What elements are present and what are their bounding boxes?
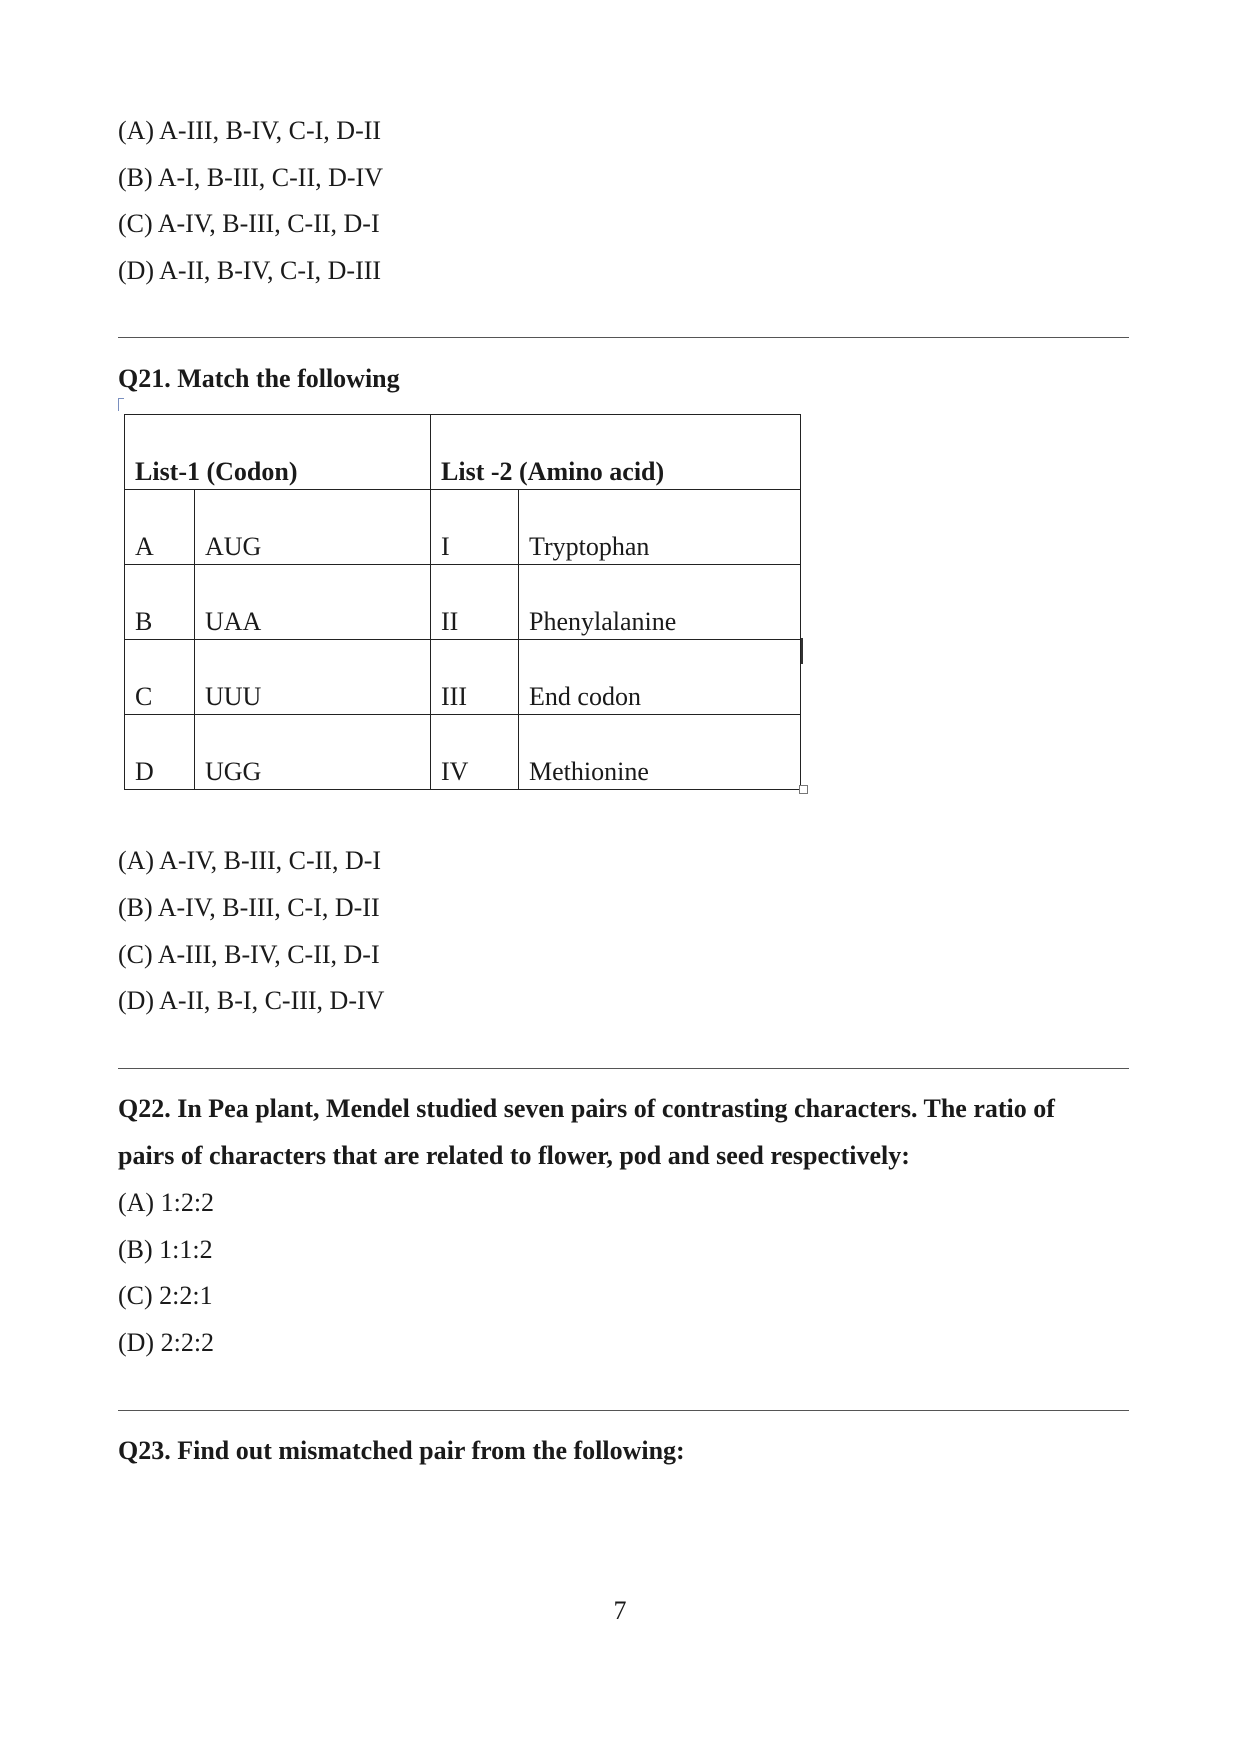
row-numeral: I bbox=[431, 490, 519, 565]
page-number: 7 bbox=[613, 1596, 627, 1625]
amino-acid-cell: Tryptophan bbox=[519, 490, 801, 565]
q22-option-c: (C) 2:2:1 bbox=[118, 1281, 213, 1310]
codon-match-table bbox=[124, 414, 801, 790]
q22-option-b: (B) 1:1:2 bbox=[118, 1235, 213, 1264]
q21-option-d: (D) A-II, B-I, C-III, D-IV bbox=[118, 986, 385, 1015]
table-corner-handle[interactable] bbox=[799, 785, 808, 794]
row-letter: C bbox=[125, 640, 195, 715]
codon-cell: AUG bbox=[195, 490, 431, 565]
list1-header: List-1 (Codon) bbox=[125, 415, 431, 490]
table-header-row bbox=[125, 415, 801, 490]
list2-header: List -2 (Amino acid) bbox=[431, 415, 801, 490]
row-letter: D bbox=[125, 715, 195, 790]
q21-option-b: (B) A-IV, B-III, C-I, D-II bbox=[118, 893, 380, 922]
q22-option-d: (D) 2:2:2 bbox=[118, 1328, 215, 1357]
table-row bbox=[125, 565, 801, 640]
q22-title-line2: pairs of characters that are related to flower, pod and seed respectively: bbox=[118, 1141, 910, 1170]
prev-option-d: (D) A-II, B-IV, C-I, D-III bbox=[118, 256, 382, 285]
row-numeral: III bbox=[431, 640, 519, 715]
row-numeral: II bbox=[431, 565, 519, 640]
table-row bbox=[125, 715, 801, 790]
codon-cell: UAA bbox=[195, 565, 431, 640]
q22-option-a: (A) 1:2:2 bbox=[118, 1188, 215, 1217]
amino-acid-cell: Phenylalanine bbox=[519, 565, 801, 640]
q22-title-line1: Q22. In Pea plant, Mendel studied seven pairs of contrasting characters. The ratio of bbox=[118, 1094, 1055, 1123]
divider bbox=[118, 1410, 1129, 1411]
codon-cell: UUU bbox=[195, 640, 431, 715]
row-letter: A bbox=[125, 490, 195, 565]
q21-title: Q21. Match the following bbox=[118, 364, 400, 393]
divider bbox=[118, 337, 1129, 338]
prev-option-b: (B) A-I, B-III, C-II, D-IV bbox=[118, 163, 383, 192]
q21-option-c: (C) A-III, B-IV, C-II, D-I bbox=[118, 940, 380, 969]
q21-option-a: (A) A-IV, B-III, C-II, D-I bbox=[118, 846, 382, 875]
divider bbox=[118, 1068, 1129, 1069]
amino-acid-cell: End codon bbox=[519, 640, 801, 715]
table-anchor-marker bbox=[118, 398, 124, 411]
row-letter: B bbox=[125, 565, 195, 640]
q23-title: Q23. Find out mismatched pair from the following: bbox=[118, 1436, 685, 1465]
row-numeral: IV bbox=[431, 715, 519, 790]
prev-option-c: (C) A-IV, B-III, C-II, D-I bbox=[118, 209, 380, 238]
table-resize-handle[interactable] bbox=[801, 638, 803, 664]
prev-option-a: (A) A-III, B-IV, C-I, D-II bbox=[118, 116, 382, 145]
table-row bbox=[125, 640, 801, 715]
amino-acid-cell: Methionine bbox=[519, 715, 801, 790]
codon-cell: UGG bbox=[195, 715, 431, 790]
table-row bbox=[125, 490, 801, 565]
